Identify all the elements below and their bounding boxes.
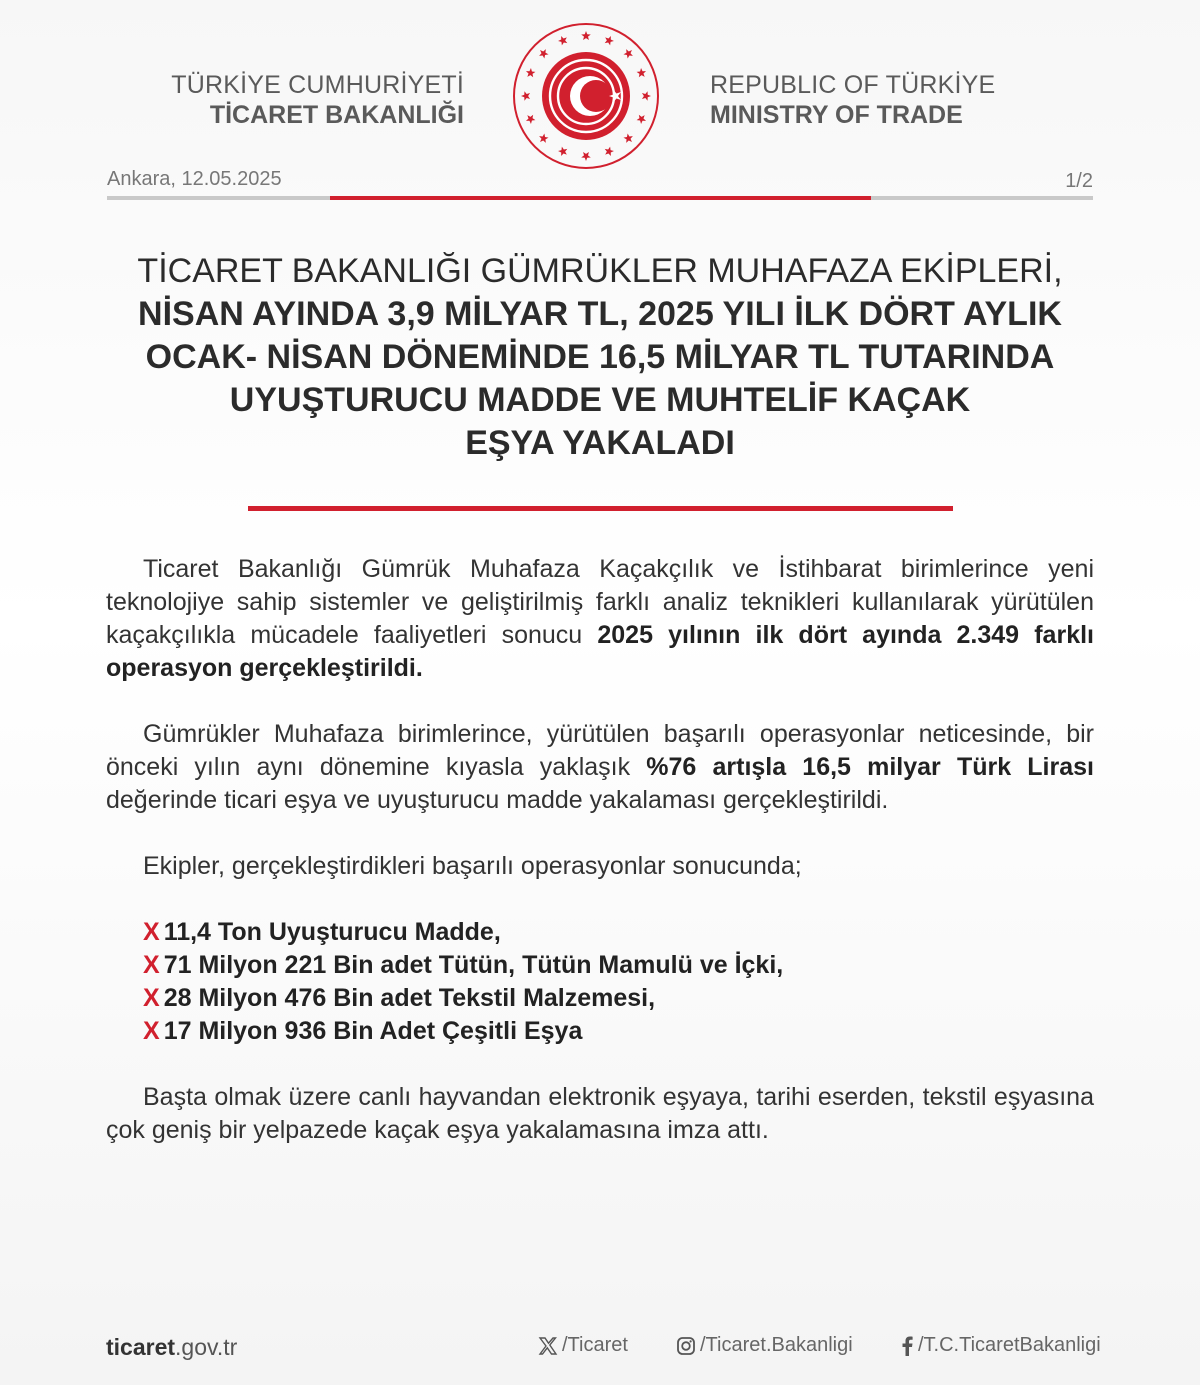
page-title [60,250,1140,465]
paragraph-1 [106,553,1094,685]
facebook-social-link[interactable] [900,1334,1101,1357]
x-logo-icon [538,1336,558,1356]
emblem-star-icon [526,68,535,77]
emblem-star-icon [605,36,614,45]
instagram-social-link[interactable] [676,1334,853,1357]
title-line-1: TİCARET BAKANLIĞI GÜMRÜKLER MUHAFAZA EKİPLERİ, [137,252,1063,290]
emblem-star-icon [623,49,632,58]
paragraph-1-text: Ticaret Bakanlığı Gümrük Muhafaza Kaçakçılık ve İstihbarat birimlerince yeni teknolojiye sahip sistemler ve geliştirilmiş farklı analiz teknikleri kullanılarak yürütülen kaçakçılıkla mücadele faaliyetleri sonucu [106,555,1094,649]
emblem-star-icon [623,133,632,142]
header [0,20,1200,170]
paragraph-2-text: Gümrükler Muhafaza birimlerince, yürütülen başarılı operasyonlar neticesinde, bir önceki yılın aynı dönemine kıyasla yaklaşık [106,720,1094,781]
paragraph-2-bold: %76 artışla 16,5 milyar Türk Lirası [646,753,1094,781]
x-mark-icon: X [143,951,160,979]
x-mark-icon: X [143,918,160,946]
x-handle: /Ticaret [562,1334,628,1356]
emblem-star-icon [521,91,530,101]
title-line-5: EŞYA YAKALADI [465,424,735,462]
list-item-text: 11,4 Ton Uyuşturucu Madde, [163,918,501,946]
instagram-icon [676,1336,696,1356]
header-right-line1: REPUBLIC OF TÜRKİYE [710,71,996,99]
emblem-star-icon [539,49,548,58]
emblem-star-icon [581,31,591,40]
facebook-icon [900,1336,914,1356]
emblem-star-icon [637,68,646,77]
footer [106,1330,1101,1366]
emblem-star-icon [558,36,567,45]
title-line-3: OCAK- NİSAN DÖNEMİNDE 16,5 MİLYAR TL TUTARINDA [145,338,1055,376]
paragraph-4: Başta olmak üzere canlı hayvandan elektronik eşyaya, tarihi eserden, tekstil eşyasına çok geniş bir yelpazede kaçak eşya yakalamasına imza attı. [106,1083,1094,1144]
header-left-line2: TİCARET BAKANLIĞI [209,101,464,129]
header-left-block [171,70,464,130]
x-mark-icon: X [143,1017,160,1045]
title-line-2: NİSAN AYINDA 3,9 MİLYAR TL, 2025 YILI İLK DÖRT AYLIK [138,295,1062,333]
list-item [143,949,1094,982]
emblem-star-icon [558,147,567,156]
facebook-handle: /T.C.TicaretBakanligi [918,1334,1101,1356]
paragraph-2 [106,718,1094,817]
date-label: Ankara, 12.05.2025 [107,168,282,190]
title-divider [248,506,953,511]
emblem-star-icon [526,115,535,124]
seizure-list [143,916,1094,1048]
header-right-block [710,70,995,130]
x-social-link[interactable] [538,1334,628,1357]
list-item [143,1015,1094,1048]
instagram-handle: /Ticaret.Bakanligi [700,1334,853,1356]
paragraph-2-text-end: değerinde ticari eşya ve uyuşturucu madde yakalaması gerçekleştirildi. [106,786,889,814]
list-item [143,982,1094,1015]
paragraph-1-bold: 2025 yılının ilk dört ayında 2.349 farklı operasyon gerçekleştirildi. [106,621,1094,682]
header-right-line2: MINISTRY OF TRADE [710,101,963,129]
emblem-star-icon [605,147,614,156]
paragraph-3: Ekipler, gerçekleştirdikleri başarılı operasyonlar sonucunda; [143,852,802,880]
emblem-star-icon [539,133,548,142]
x-mark-icon: X [143,984,160,1012]
list-item [143,916,1094,949]
website-rest: .gov.tr [175,1334,238,1360]
ministry-emblem-icon [512,22,660,170]
website-bold: ticaret [106,1334,176,1360]
press-release-body [106,553,1094,1180]
list-item-text: 71 Milyon 221 Bin adet Tütün, Tütün Mamulü ve İçki, [163,951,784,979]
emblem-star-icon [642,91,651,101]
list-item-text: 28 Milyon 476 Bin adet Tekstil Malzemesi, [163,984,656,1012]
website-link[interactable] [106,1334,237,1361]
header-left-line1: TÜRKİYE CUMHURİYETİ [171,71,464,99]
page-number: 1/2 [1065,170,1093,192]
emblem-star-icon [637,115,646,124]
emblem-star-icon [581,152,591,161]
meta-divider-accent [330,196,871,200]
title-line-4: UYUŞTURUCU MADDE VE MUHTELİF KAÇAK [229,381,971,419]
list-item-text: 17 Milyon 936 Bin Adet Çeşitli Eşya [163,1017,583,1045]
